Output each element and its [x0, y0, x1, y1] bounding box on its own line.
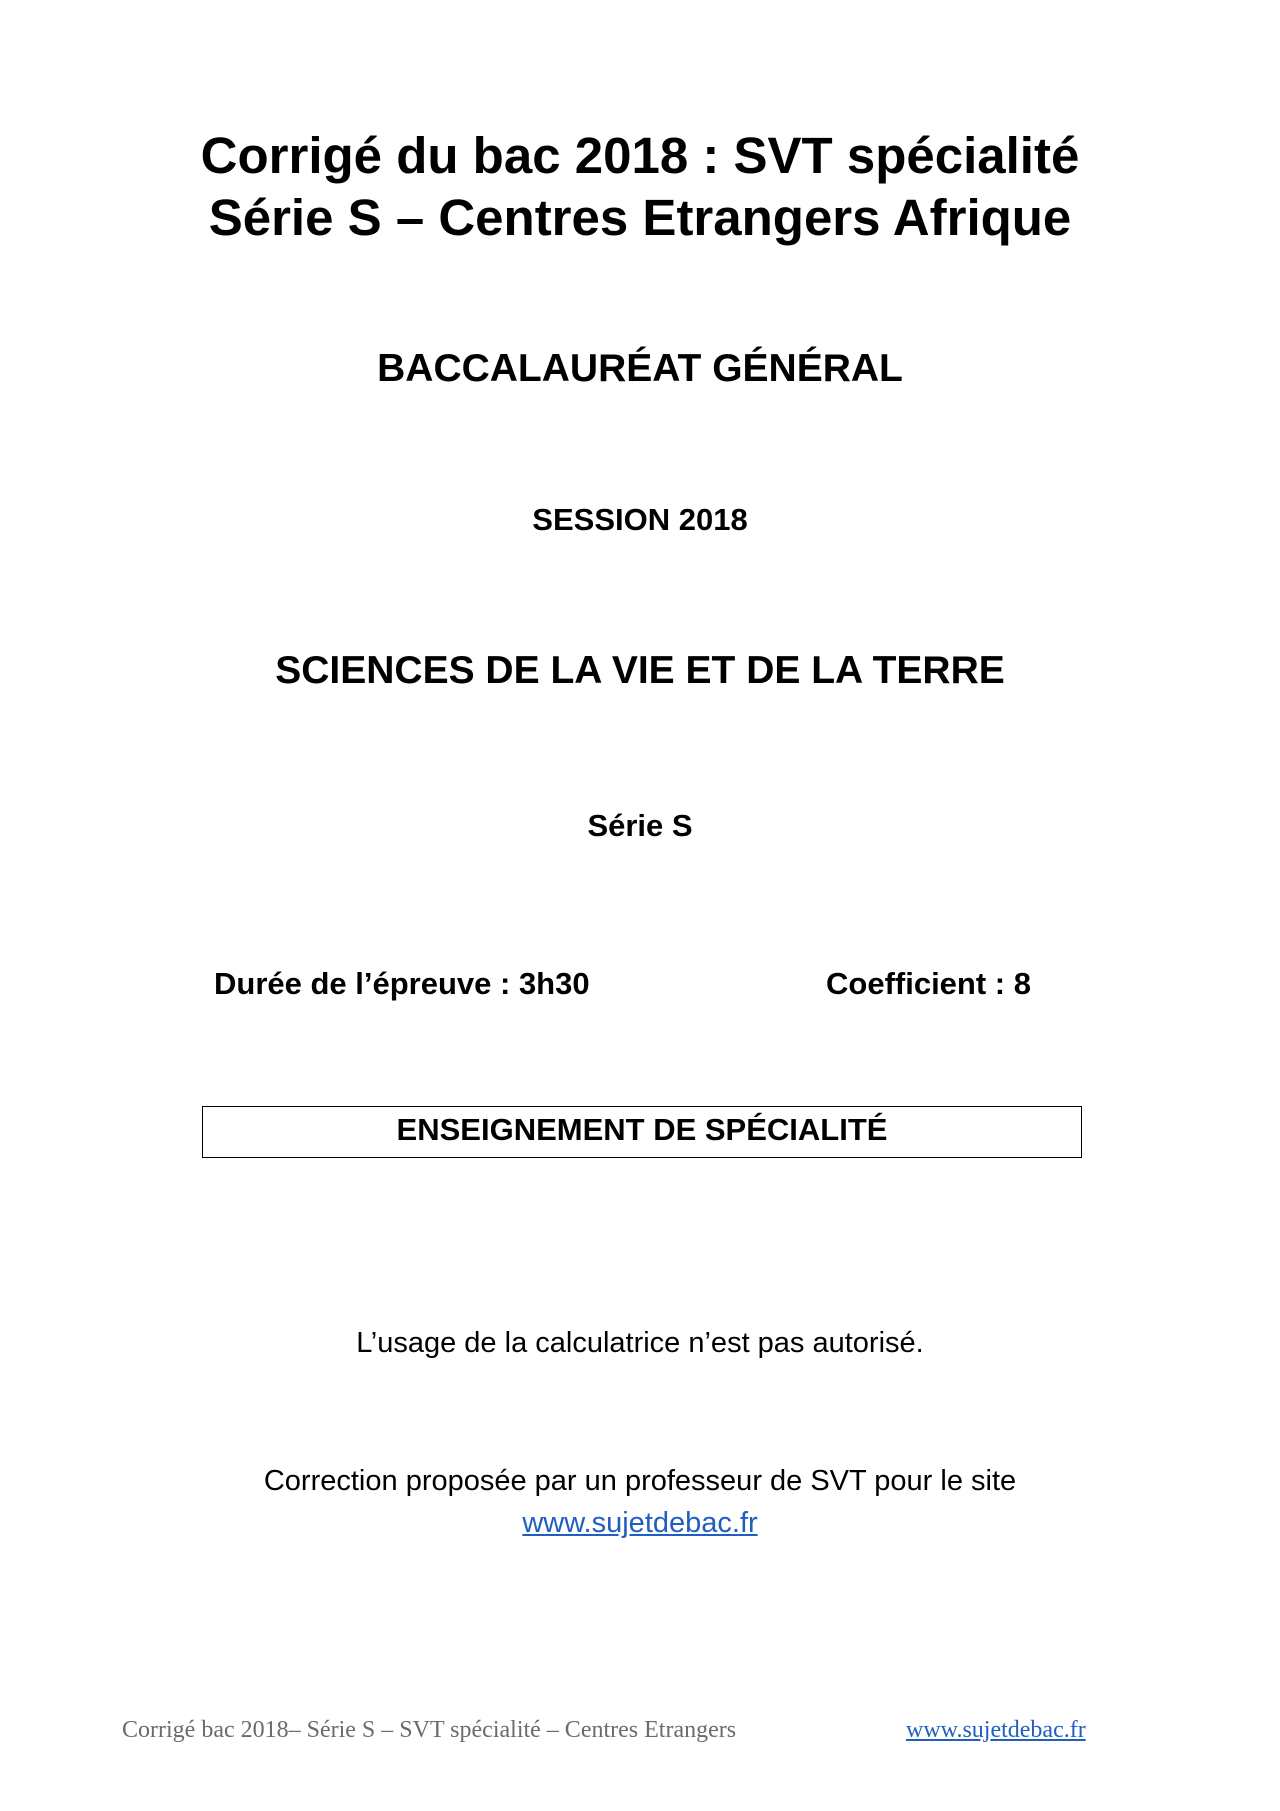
correction-credit: Correction proposée par un professeur de SVT pour le site: [263, 1465, 1017, 1497]
site-link-container: [0, 1506, 1280, 1540]
title-line-1: Corrigé du bac 2018 : SVT spécialité: [200, 127, 1080, 184]
calculator-notice: L’usage de la calculatrice n’est pas autorisé.: [356, 1327, 924, 1359]
serie-heading: Série S: [587, 808, 693, 843]
exam-coefficient: Coefficient : 8: [826, 966, 1031, 1001]
title-line-2: Série S – Centres Etrangers Afrique: [208, 189, 1072, 246]
exam-duration: Durée de l’épreuve : 3h30: [214, 966, 590, 1001]
session-heading: SESSION 2018: [532, 502, 748, 537]
subject-heading: SCIENCES DE LA VIE ET DE LA TERRE: [275, 649, 1005, 692]
footer-site-link[interactable]: www.sujetdebac.fr: [906, 1717, 1086, 1743]
specialty-box: ENSEIGNEMENT DE SPÉCIALITÉ: [202, 1106, 1082, 1158]
exam-level-heading: BACCALAURÉAT GÉNÉRAL: [377, 347, 903, 390]
site-link[interactable]: www.sujetdebac.fr: [522, 1507, 758, 1539]
footer-link-container: [906, 1716, 1086, 1744]
footer-text: Corrigé bac 2018– Série S – SVT spécialité – Centres Etrangers: [122, 1717, 737, 1743]
